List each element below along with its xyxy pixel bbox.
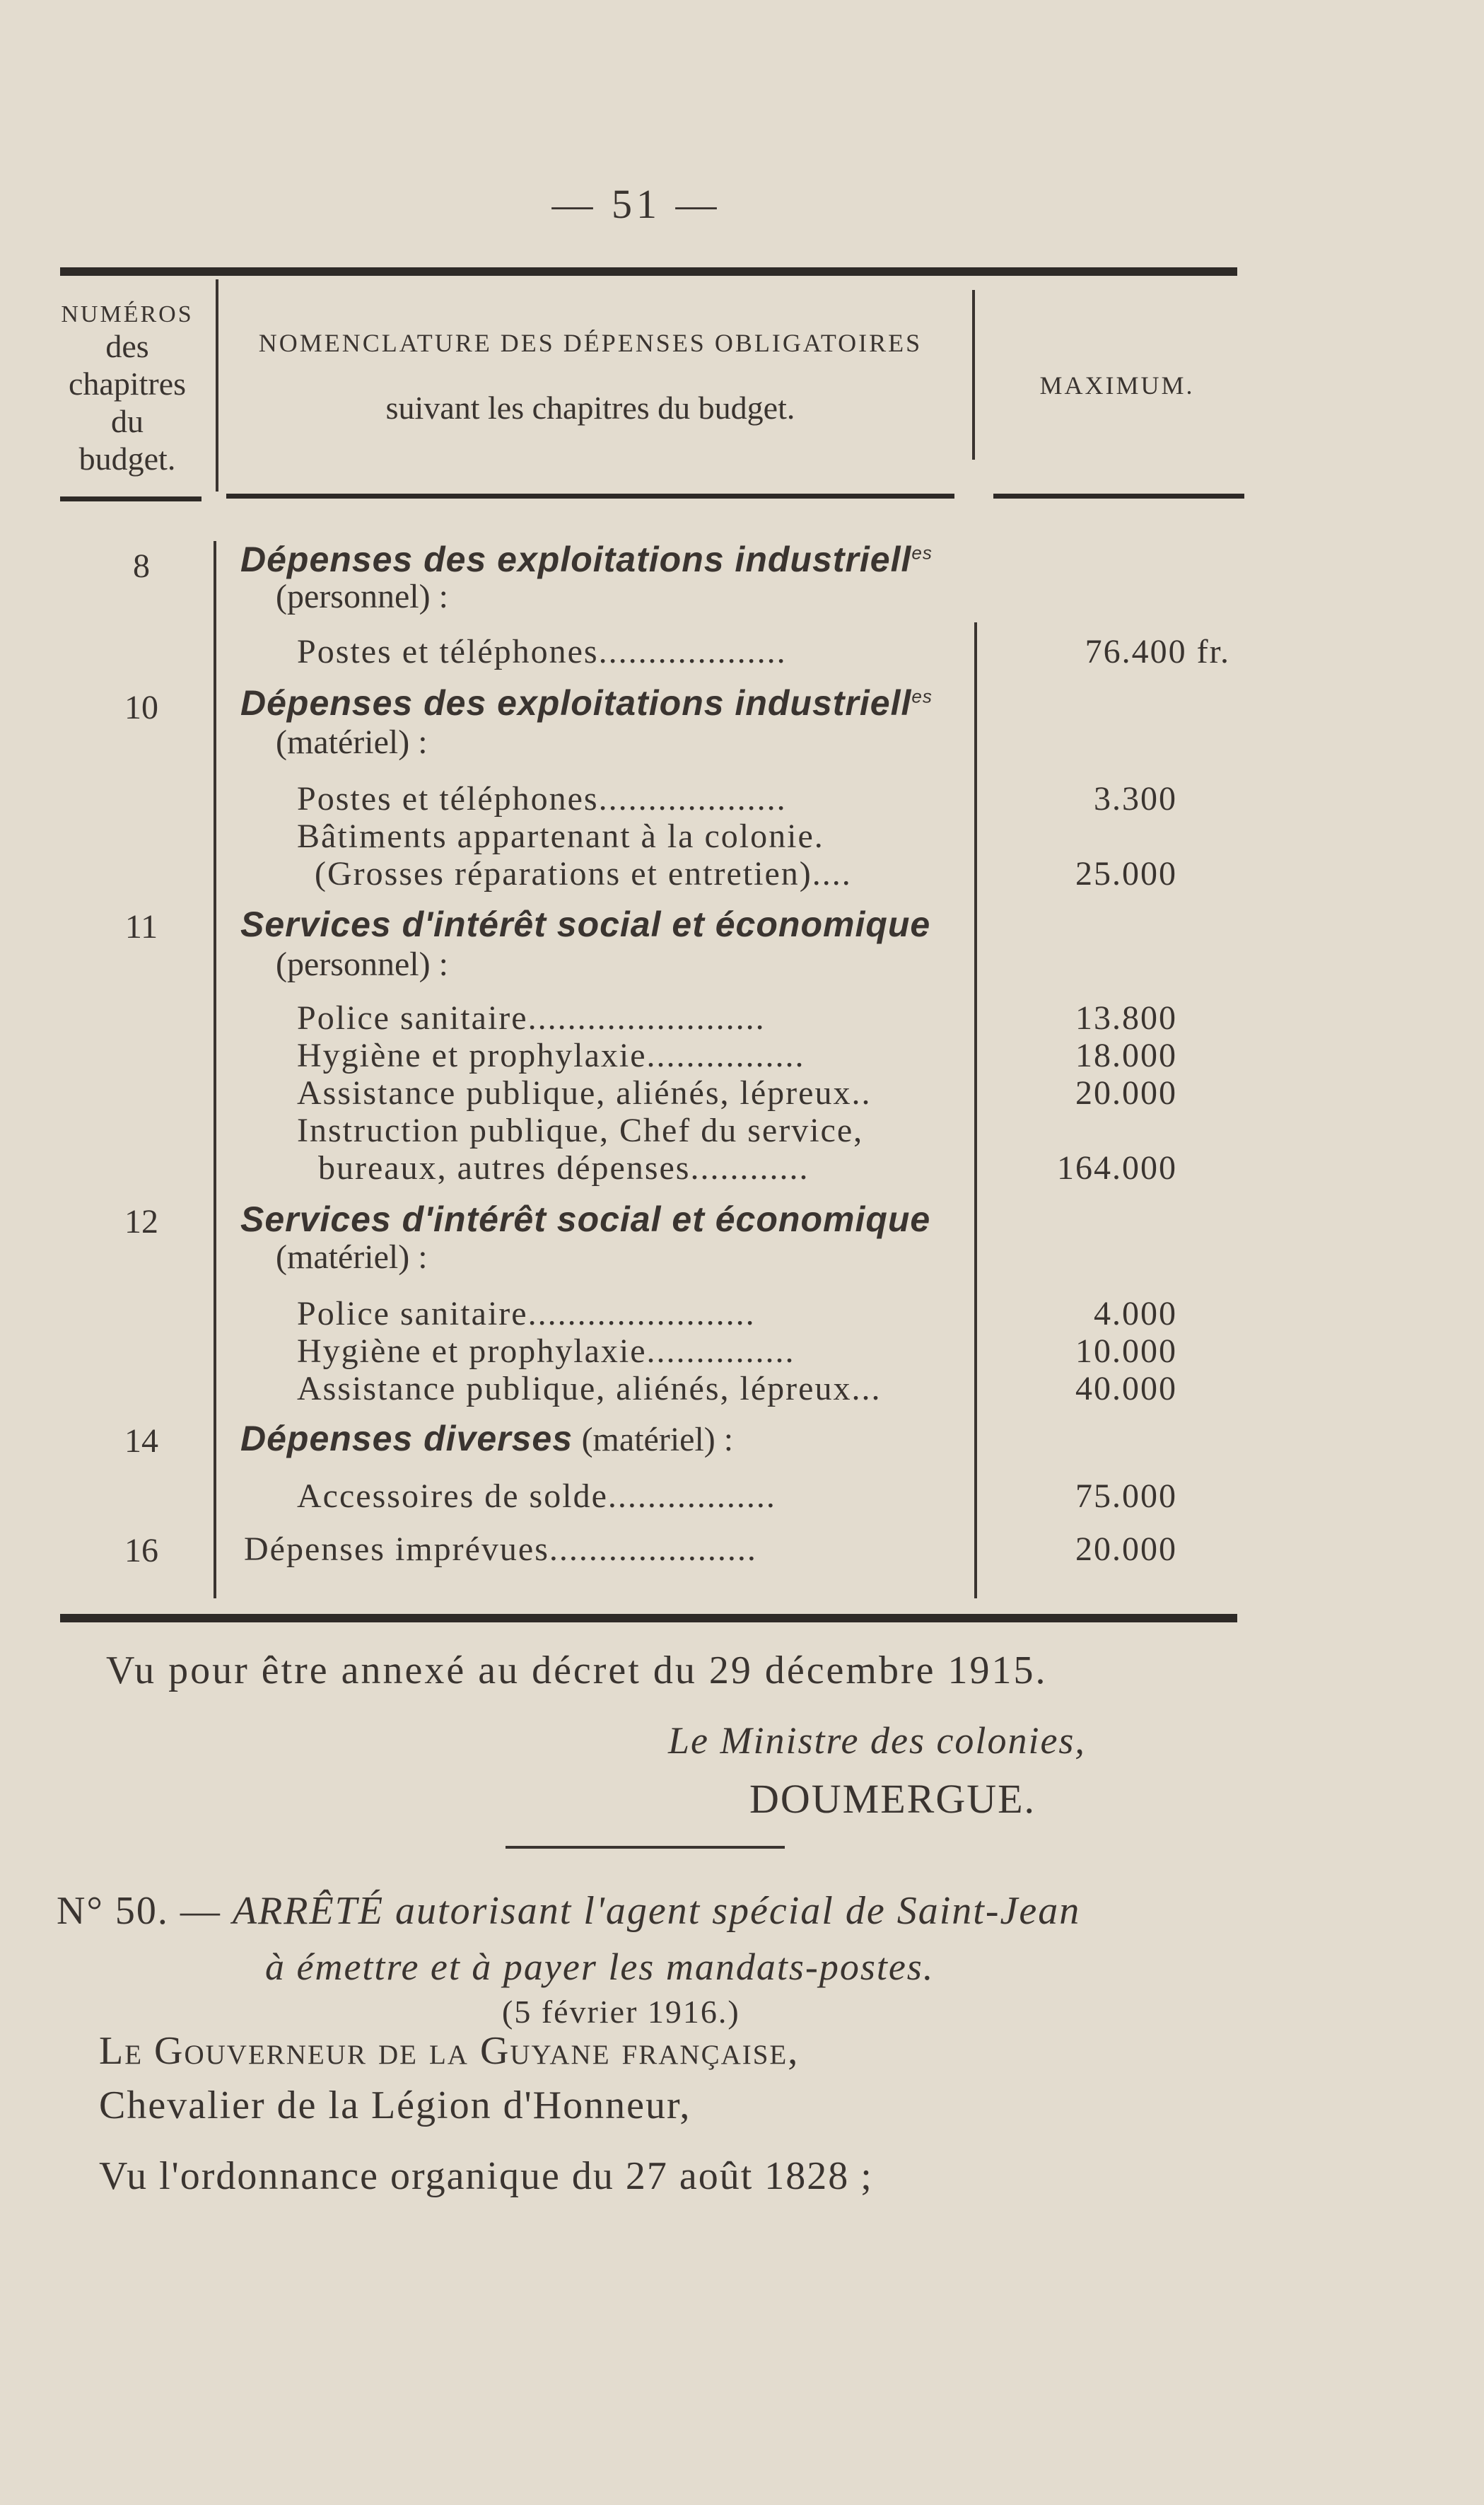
chapter-title: Dépenses diverses bbox=[240, 1419, 573, 1458]
header-col1-line5: budget. bbox=[78, 440, 176, 477]
expense-item-continued: (Grosses réparations et entretien).... bbox=[315, 855, 852, 893]
header-col2-line2: suivant les chapitres du budget. bbox=[385, 390, 795, 426]
expense-amount: 164.000 bbox=[1057, 1149, 1177, 1187]
expense-item: Postes et téléphones................... bbox=[297, 633, 787, 670]
expense-amount: 4.000 bbox=[1094, 1295, 1177, 1332]
header-col-maximum: MAXIMUM. bbox=[1039, 371, 1195, 400]
expense-amount: 40.000 bbox=[1075, 1370, 1177, 1407]
expense-item: Hygiène et prophylaxie............... bbox=[297, 1332, 795, 1370]
page-number: — 51 — bbox=[551, 181, 721, 227]
top-rule bbox=[60, 267, 1237, 276]
chapter-subtitle: (matériel) : bbox=[276, 723, 428, 761]
chapter-number: 12 bbox=[124, 1203, 158, 1240]
annex-statement: Vu pour être annexé au décret du 29 décembre 1915. bbox=[106, 1649, 1048, 1692]
chapter-number: 14 bbox=[124, 1422, 158, 1460]
header-separator-2 bbox=[972, 290, 975, 460]
header-col-nomenclature bbox=[219, 329, 962, 427]
expense-item: Assistance publique, aliénés, lépreux.. bbox=[297, 1074, 872, 1112]
expense-item: Bâtiments appartenant à la colonie. bbox=[297, 818, 824, 855]
chapter-subtitle: (matériel) : bbox=[276, 1238, 428, 1276]
chapter-number: 11 bbox=[124, 908, 158, 946]
bottom-rule bbox=[60, 1614, 1237, 1622]
chapter-title-text: Dépenses des exploitations industriell bbox=[240, 540, 912, 579]
expense-item: Postes et téléphones................... bbox=[297, 780, 787, 818]
legal-basis: Vu l'ordonnance organique du 27 août 1828 ; bbox=[99, 2154, 873, 2198]
expense-item: Assistance publique, aliénés, lépreux... bbox=[297, 1370, 882, 1407]
header-col1-line1: NUMÉROS bbox=[61, 301, 194, 327]
signatory-name: DOUMERGUE. bbox=[749, 1776, 1036, 1822]
header-col2-line1: NOMENCLATURE DES DÉPENSES OBLIGATOIRES bbox=[258, 329, 923, 357]
expense-item: Instruction publique, Chef du service, bbox=[297, 1112, 864, 1149]
expense-item: Dépenses imprévues..................... bbox=[244, 1530, 757, 1568]
chapter-number: 8 bbox=[133, 547, 150, 585]
header-col1-line2: des bbox=[105, 328, 149, 365]
header-separator-1 bbox=[216, 279, 218, 492]
expense-item: Police sanitaire....................... bbox=[297, 1295, 756, 1332]
header-col-numeros bbox=[42, 301, 212, 478]
expense-amount: 10.000 bbox=[1075, 1332, 1177, 1370]
expense-amount: 20.000 bbox=[1075, 1074, 1177, 1112]
header-rule-col2 bbox=[226, 494, 954, 499]
expense-item: Hygiène et prophylaxie................ bbox=[297, 1037, 805, 1074]
expense-amount: 25.000 bbox=[1075, 855, 1177, 893]
body-separator-1 bbox=[214, 541, 216, 1598]
section-divider bbox=[506, 1846, 785, 1849]
chapter-title-text: Dépenses des exploitations industriell bbox=[240, 683, 912, 723]
chapter-subtitle: (matériel) : bbox=[581, 1421, 734, 1458]
chapter-title-line bbox=[240, 1418, 733, 1459]
chapter-title bbox=[240, 682, 933, 723]
governor-line: Le Gouverneur de la Guyane française, bbox=[99, 2029, 800, 2073]
chapter-title-sup: es bbox=[911, 542, 933, 564]
expense-amount: 76.400 fr. bbox=[1085, 633, 1230, 670]
chapter-title bbox=[240, 539, 933, 580]
header-rule-col1 bbox=[60, 496, 201, 501]
expense-item: Police sanitaire........................ bbox=[297, 999, 766, 1037]
chapter-subtitle: (personnel) : bbox=[276, 578, 448, 615]
minister-title: Le Ministre des colonies, bbox=[668, 1719, 1086, 1762]
expense-amount: 75.000 bbox=[1075, 1477, 1177, 1515]
header-col1-line4: du bbox=[111, 402, 144, 439]
expense-amount: 3.300 bbox=[1094, 780, 1177, 818]
expense-amount: 18.000 bbox=[1075, 1037, 1177, 1074]
chapter-title: Services d'intérêt social et économique bbox=[240, 905, 931, 944]
arrete-heading bbox=[57, 1888, 1080, 1934]
chapter-title-sup: es bbox=[911, 685, 933, 707]
arrete-title-continued: à émettre et à payer les mandats-postes. bbox=[265, 1946, 935, 1988]
expense-item-continued: bureaux, autres dépenses............ bbox=[318, 1149, 810, 1187]
header-col1-line3: chapitres bbox=[68, 365, 187, 402]
header-rule-col3 bbox=[993, 494, 1244, 499]
chapter-number: 16 bbox=[124, 1532, 158, 1569]
arrete-number: N° 50. — bbox=[57, 1889, 233, 1933]
chapter-title: Services d'intérêt social et économique bbox=[240, 1199, 931, 1239]
expense-amount: 20.000 bbox=[1075, 1530, 1177, 1568]
expense-item: Accessoires de solde................. bbox=[297, 1477, 776, 1515]
arrete-title: ARRÊTÉ autorisant l'agent spécial de Saint-Jean bbox=[232, 1889, 1081, 1933]
expense-amount: 13.800 bbox=[1075, 999, 1177, 1037]
governor-title: Chevalier de la Légion d'Honneur, bbox=[99, 2083, 691, 2127]
chapter-number: 10 bbox=[124, 689, 158, 726]
arrete-date: (5 février 1916.) bbox=[502, 1994, 740, 2030]
chapter-subtitle: (personnel) : bbox=[276, 946, 448, 983]
